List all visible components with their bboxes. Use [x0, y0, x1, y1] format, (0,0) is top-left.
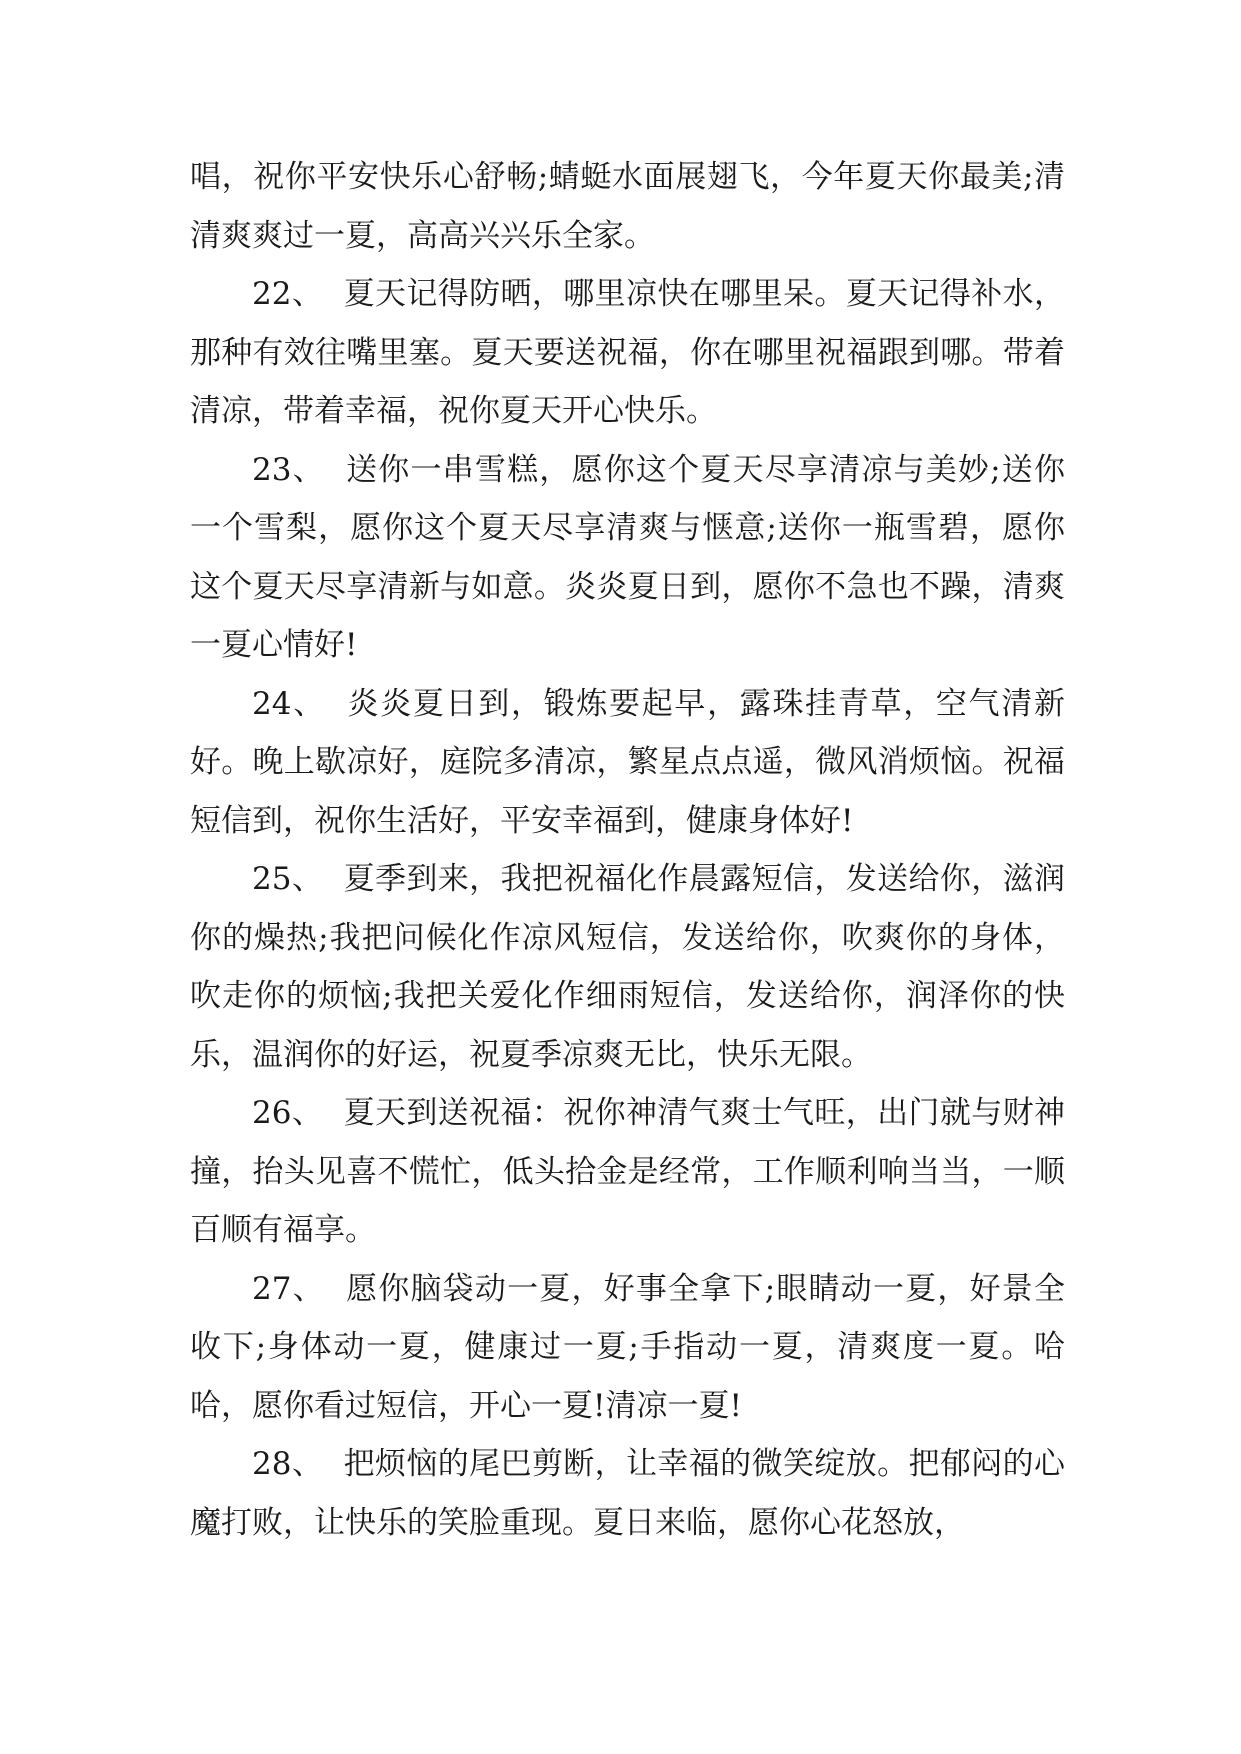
paragraph-text: 愿你脑袋动一夏，好事全拿下;眼睛动一夏，好景全收下;身体动一夏，健康过一夏;手指动一夏，清爽度一夏。哈哈，愿你看过短信，开心一夏!清凉一夏! — [190, 1270, 1065, 1424]
paragraph-text: 夏天到送祝福：祝你神清气爽士气旺，出门就与财神撞，抬头见喜不慌忙，低头拾金是经常，工作顺利响当当，一顺百顺有福享。 — [190, 1095, 1065, 1248]
paragraph-27 — [190, 1260, 1065, 1436]
paragraph-number: 25、 — [252, 861, 324, 897]
paragraph-text: 夏天记得防晒，哪里凉快在哪里呆。夏天记得补水，那种有效往嘴里塞。夏天要送祝福，你在哪里祝福跟到哪。带着清凉，带着幸福，祝你夏天开心快乐。 — [190, 276, 1065, 429]
paragraph-23 — [190, 441, 1065, 675]
paragraph-number: 24、 — [252, 685, 326, 722]
paragraph-text: 送你一串雪糕，愿你这个夏天尽享清凉与美妙;送你一个雪梨，愿你这个夏天尽享清爽与惬意;送你一瓶雪碧，愿你这个夏天尽享清新与如意。炎炎夏日到，愿你不急也不躁，清爽一夏心情好! — [190, 451, 1065, 663]
paragraph-text: 炎炎夏日到，锻炼要起早，露珠挂青草，空气清新好。晚上歇凉好，庭院多清凉，繁星点点遥，微风消烦恼。祝福短信到，祝你生活好，平安幸福到，健康身体好! — [190, 685, 1065, 839]
paragraph-continuation — [190, 148, 1065, 265]
paragraph-text: 夏季到来，我把祝福化作晨露短信，发送给你，滋润你的燥热;我把问候化作凉风短信，发送给你，吹爽你的身体，吹走你的烦恼;我把关爱化作细雨短信，发送给你，润泽你的快乐，温润你的好运，祝夏季凉爽无比，快乐无限。 — [190, 861, 1065, 1073]
paragraph-number: 22、 — [252, 276, 324, 312]
paragraph-22 — [190, 265, 1065, 441]
paragraph-25 — [190, 850, 1065, 1084]
paragraph-24 — [190, 675, 1065, 851]
paragraph-text: 唱，祝你平安快乐心舒畅;蜻蜓水面展翅飞，今年夏天你最美;清清爽爽过一夏，高高兴兴乐全家。 — [190, 159, 1065, 254]
paragraph-26 — [190, 1084, 1065, 1260]
paragraph-number: 26、 — [252, 1095, 324, 1131]
paragraph-text: 把烦恼的尾巴剪断，让幸福的微笑绽放。把郁闷的心魔打败，让快乐的笑脸重现。夏日来临，愿你心花怒放， — [190, 1446, 1065, 1541]
document-body — [190, 148, 1065, 1552]
paragraph-number: 27、 — [252, 1270, 325, 1307]
paragraph-number: 23、 — [252, 451, 325, 488]
paragraph-number: 28、 — [252, 1446, 324, 1482]
paragraph-28 — [190, 1435, 1065, 1552]
